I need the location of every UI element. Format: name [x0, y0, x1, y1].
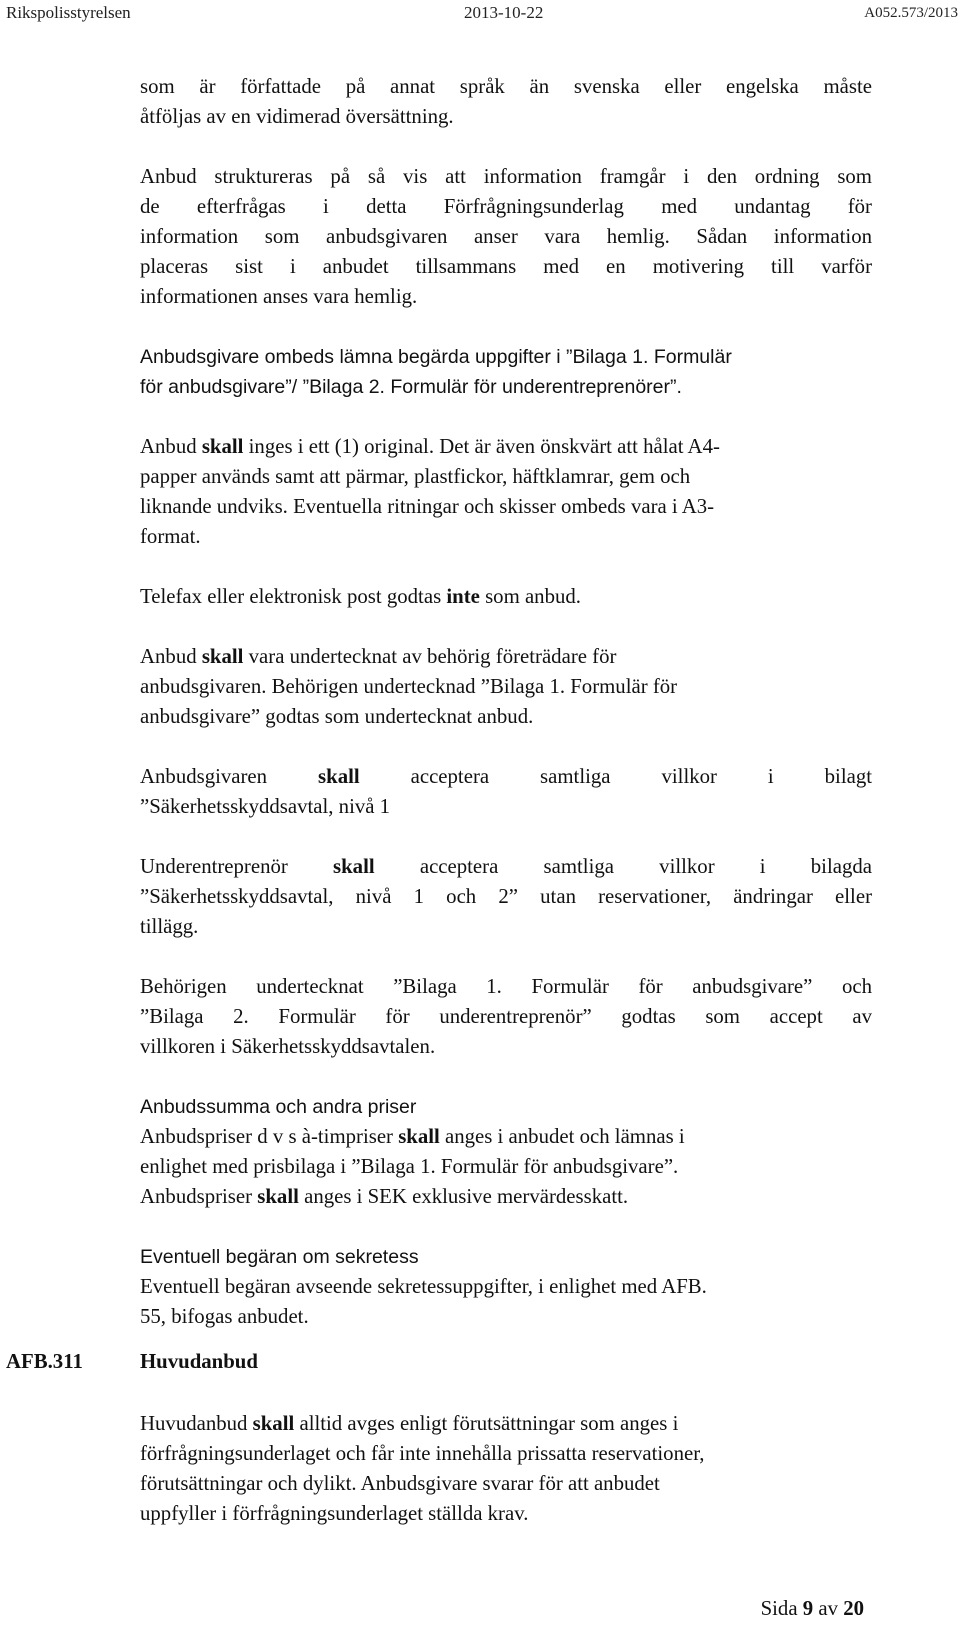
text-line: uppfyller i förfrågningsunderlaget ställda krav. — [140, 1502, 529, 1525]
text-line: Behörigen undertecknat ”Bilaga 1. Formulär för anbudsgivare” och — [140, 975, 872, 998]
paragraph-telefax — [140, 582, 872, 612]
text-line: enlighet med prisbilaga i ”Bilaga 1. Formulär för anbudsgivare”. — [140, 1155, 679, 1178]
paragraph-security-agreement-2 — [140, 852, 872, 942]
text-line: Anbud skall inges i ett (1) original. Det är även önskvärt att hålat A4- — [140, 435, 720, 458]
text-line: Anbudsgivaren skall acceptera samtliga villkor i bilagt — [140, 765, 872, 788]
text-line: ”Säkerhetsskyddsavtal, nivå 1 och 2” utan reservationer, ändringar eller — [140, 885, 872, 908]
paragraph-accept — [140, 972, 872, 1062]
text-line: Eventuell begäran avseende sekretessuppgifter, i enlighet med AFB. — [140, 1275, 707, 1298]
page-header — [6, 2, 958, 28]
section-number: AFB.311 — [6, 1350, 83, 1373]
text-line: tillägg. — [140, 915, 199, 938]
section-title: Huvudanbud — [140, 1350, 258, 1373]
text-line: som är författade på annat språk än svenska eller engelska måste — [140, 75, 872, 98]
text-line: de efterfrågas i detta Förfrågningsunderlag med undantag för — [140, 195, 872, 218]
text-line: informationen anses vara hemlig. — [140, 285, 418, 308]
paragraph-prices — [140, 1092, 872, 1212]
text-line: liknande undviks. Eventuella ritningar och skisser ombeds vara i A3- — [140, 495, 715, 518]
text-line: för anbudsgivare”/ ”Bilaga 2. Formulär för underentreprenörer”. — [140, 376, 682, 398]
text-line: Anbudsgivare ombeds lämna begärda uppgifter i ”Bilaga 1. Formulär — [140, 346, 732, 368]
paragraph-translation — [140, 72, 872, 132]
paragraph-original — [140, 432, 872, 552]
paragraph-signature — [140, 642, 872, 732]
text-line: 55, bifogas anbudet. — [140, 1305, 309, 1328]
text-line: Telefax eller elektronisk post godtas inte som anbud. — [140, 585, 581, 608]
text-line: Anbud skall vara undertecknat av behörig företrädare för — [140, 645, 617, 668]
header-organization: Rikspolisstyrelsen — [6, 3, 131, 22]
document-body — [140, 72, 872, 1362]
text-line: Anbudspriser skall anges i SEK exklusive mervärdesskatt. — [140, 1185, 629, 1208]
paragraph-requested-info — [140, 342, 872, 402]
text-line: ”Bilaga 2. Formulär för underentreprenör” godtas som accept av — [140, 1005, 872, 1028]
text-line: Anbud struktureras på så vis att information framgår i den ordning som — [140, 165, 872, 188]
subheading: Eventuell begäran om sekretess — [140, 1246, 419, 1268]
text-line: format. — [140, 525, 201, 548]
text-line: Underentreprenör skall acceptera samtliga villkor i bilagda — [140, 855, 872, 878]
text-line: Anbudspriser d v s à-timpriser skall anges i anbudet och lämnas i — [140, 1125, 685, 1148]
page-number: Sida 9 av 20 — [760, 1597, 864, 1620]
subheading: Anbudssumma och andra priser — [140, 1096, 417, 1118]
text-line: åtföljas av en vidimerad översättning. — [140, 105, 454, 128]
paragraph-structure — [140, 162, 872, 312]
text-line: papper används samt att pärmar, plastfickor, häftklamrar, gem och — [140, 465, 691, 488]
text-line: villkoren i Säkerhetsskyddsavtalen. — [140, 1035, 436, 1058]
text-line: placeras sist i anbudet tillsammans med en motivering till varför — [140, 255, 872, 278]
header-date: 2013-10-22 — [464, 3, 544, 22]
paragraph-security-agreement-1 — [140, 762, 872, 822]
header-reference: A052.573/2013 — [864, 5, 958, 21]
text-line: förutsättningar och dylikt. Anbudsgivare svarar för att anbudet — [140, 1472, 660, 1495]
text-line: anbudsgivare” godtas som undertecknat anbud. — [140, 705, 534, 728]
text-line: information som anbudsgivaren anser vara hemlig. Sådan information — [140, 225, 872, 248]
text-line: Huvudanbud skall alltid avges enligt förutsättningar som anges i — [140, 1412, 679, 1435]
text-line: ”Säkerhetsskyddsavtal, nivå 1 — [140, 795, 391, 818]
text-line: förfrågningsunderlaget och får inte innehålla prissatta reservationer, — [140, 1442, 705, 1465]
text-line: anbudsgivaren. Behörigen undertecknad ”Bilaga 1. Formulär för — [140, 675, 678, 698]
section-body — [140, 1409, 872, 1529]
paragraph-confidentiality — [140, 1242, 872, 1332]
